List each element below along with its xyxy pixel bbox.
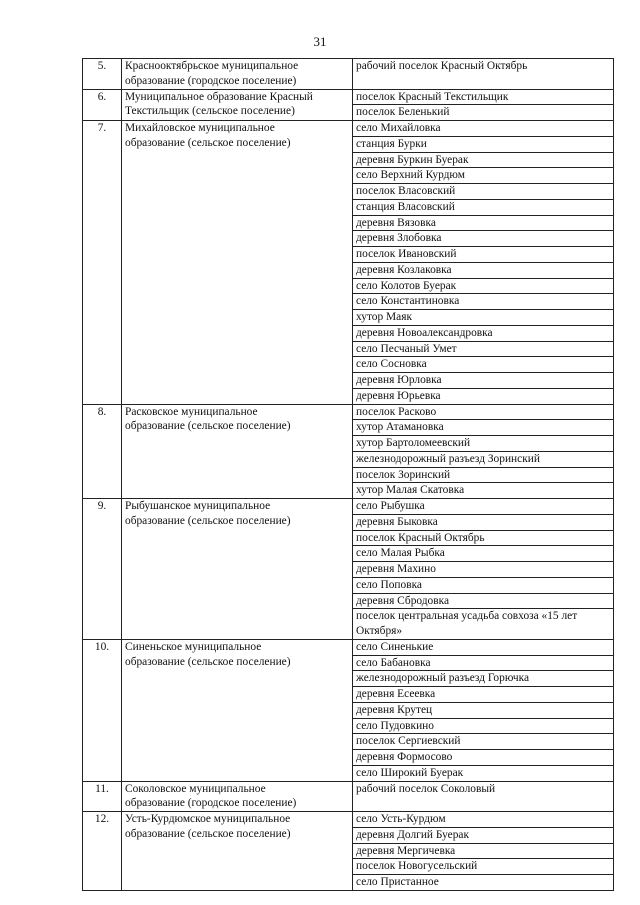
- municipalities-table: [82, 58, 614, 891]
- municipality-name-line: Соколовское муниципальное: [125, 782, 266, 795]
- settlement-item: хутор Маяк: [353, 310, 613, 326]
- settlement-item: железнодорожный разъезд Зоринский: [353, 452, 613, 468]
- settlement-item: станция Власовский: [353, 200, 613, 216]
- table-row: [83, 499, 614, 640]
- page-number: 31: [313, 34, 327, 49]
- settlement-item: хутор Атамановка: [353, 420, 613, 436]
- settlement-item: железнодорожный разъезд Горючка: [353, 671, 613, 687]
- municipality-name-line: Усть-Курдюмское муниципальное: [125, 813, 291, 825]
- table-row: [83, 639, 614, 781]
- municipality-name-line: Расковское муниципальное: [125, 405, 258, 418]
- settlement-item: село Пристанное: [356, 876, 439, 888]
- settlement-item: хутор Бартоломеевский: [353, 436, 613, 452]
- row-number: 10.: [83, 639, 122, 781]
- municipality-name-line: Муниципальное образование Красный: [125, 90, 313, 103]
- settlement-item: поселок Власовский: [353, 184, 613, 200]
- row-number: 6.: [83, 89, 122, 121]
- settlement-item: деревня Долгий Буерак: [353, 828, 613, 844]
- municipality-name-line: Михайловское муниципальное: [125, 122, 275, 134]
- row-number: 7.: [83, 121, 122, 405]
- table-row: [83, 812, 614, 891]
- settlements-cell: [353, 781, 614, 812]
- settlement-item: поселок Новогусельский: [353, 859, 613, 875]
- settlement-item: село Малая Рыбка: [353, 546, 613, 562]
- municipality-name: [122, 404, 353, 499]
- settlements-cell: [353, 499, 614, 640]
- settlement-item: село Бабановка: [353, 656, 613, 672]
- table-row: [83, 121, 614, 405]
- settlement-item: деревня Юрьевка: [356, 389, 441, 402]
- settlement-item: деревня Буркин Буерак: [353, 153, 613, 169]
- settlement-item: деревня Махино: [353, 562, 613, 578]
- municipality-name: [122, 812, 353, 891]
- municipality-name-line: образование (сельское поселение): [125, 514, 291, 527]
- settlement-item: деревня Есеевка: [353, 687, 613, 703]
- settlements-cell: [353, 59, 614, 90]
- settlements-cell: [353, 812, 614, 891]
- settlement-item: село Пудовкино: [353, 719, 613, 735]
- settlement-item: поселок Беленький: [356, 106, 450, 119]
- table-row: [83, 781, 614, 812]
- settlement-item: поселок Красный Текстильщик: [353, 90, 613, 106]
- municipality-name-line: образование (сельское поселение): [125, 827, 291, 840]
- settlement-item: село Усть-Курдюм: [353, 812, 613, 828]
- settlement-item: рабочий поселок Соколовый: [356, 782, 496, 795]
- settlement-item: деревня Быковка: [353, 515, 613, 531]
- table-row: [83, 59, 614, 90]
- table-row: [83, 404, 614, 499]
- settlement-item: деревня Вязовка: [353, 216, 613, 232]
- settlement-item: село Константиновка: [353, 294, 613, 310]
- settlements-cell: [353, 639, 614, 781]
- settlement-item: село Песчаный Умет: [353, 342, 613, 358]
- settlement-item: село Синенькие: [353, 640, 613, 656]
- row-number: 9.: [83, 499, 122, 640]
- municipality-name-line: образование (сельское поселение): [125, 655, 291, 668]
- row-number: 8.: [83, 404, 122, 499]
- municipality-name-line: Краснооктябрьское муниципальное: [125, 60, 299, 72]
- municipality-name-line: Текстильщик (сельское поселение): [125, 105, 295, 118]
- settlement-item: поселок Красный Октябрь: [353, 531, 613, 547]
- settlement-item: деревня Крутец: [353, 703, 613, 719]
- settlement-item: деревня Новоалександровка: [353, 326, 613, 342]
- settlement-item: деревня Сбродовка: [353, 594, 613, 610]
- settlement-item: хутор Малая Скатовка: [356, 484, 465, 497]
- settlement-item: село Широкий Буерак: [356, 766, 464, 779]
- municipality-name: [122, 59, 353, 90]
- municipality-name-line: Рыбушанское муниципальное: [125, 500, 271, 512]
- municipality-name-line: образование (городское поселение): [125, 797, 297, 810]
- settlement-item: поселок Зоринский: [353, 468, 613, 484]
- table-row: [83, 89, 614, 121]
- settlement-item: рабочий поселок Красный Октябрь: [356, 60, 528, 72]
- settlement-item: поселок Расково: [353, 405, 613, 421]
- municipality-name-line: образование (городское поселение): [125, 74, 297, 87]
- row-number: 11.: [83, 781, 122, 812]
- row-number: 5.: [83, 59, 122, 90]
- settlement-item: станция Бурки: [353, 137, 613, 153]
- settlement-item: село Поповка: [353, 578, 613, 594]
- municipality-name: [122, 639, 353, 781]
- settlement-item: поселок центральная усадьба совхоза «15 лет Октября»: [356, 610, 578, 637]
- settlement-item: поселок Ивановский: [353, 247, 613, 263]
- municipality-name-line: образование (сельское поселение): [125, 420, 291, 433]
- settlement-item: село Михайловка: [353, 121, 613, 137]
- settlements-cell: [353, 89, 614, 121]
- settlement-item: деревня Мергичевка: [353, 844, 613, 860]
- settlement-item: деревня Формосово: [353, 750, 613, 766]
- municipality-name-line: Синеньское муниципальное: [125, 640, 262, 653]
- row-number: 12.: [83, 812, 122, 891]
- settlements-cell: [353, 121, 614, 405]
- municipality-name: [122, 499, 353, 640]
- municipality-name: [122, 781, 353, 812]
- settlement-item: поселок Сергиевский: [353, 734, 613, 750]
- settlement-item: деревня Козлаковка: [353, 263, 613, 279]
- municipality-name: [122, 89, 353, 121]
- settlement-item: село Колотов Буерак: [353, 279, 613, 295]
- settlement-item: село Рыбушка: [353, 499, 613, 515]
- settlement-item: село Сосновка: [353, 357, 613, 373]
- settlement-item: село Верхний Курдюм: [353, 168, 613, 184]
- settlement-item: деревня Юрловка: [353, 373, 613, 389]
- settlements-cell: [353, 404, 614, 499]
- settlement-item: деревня Злобовка: [353, 231, 613, 247]
- municipality-name: [122, 121, 353, 405]
- municipality-name-line: образование (сельское поселение): [125, 136, 291, 149]
- table-body: [83, 59, 614, 891]
